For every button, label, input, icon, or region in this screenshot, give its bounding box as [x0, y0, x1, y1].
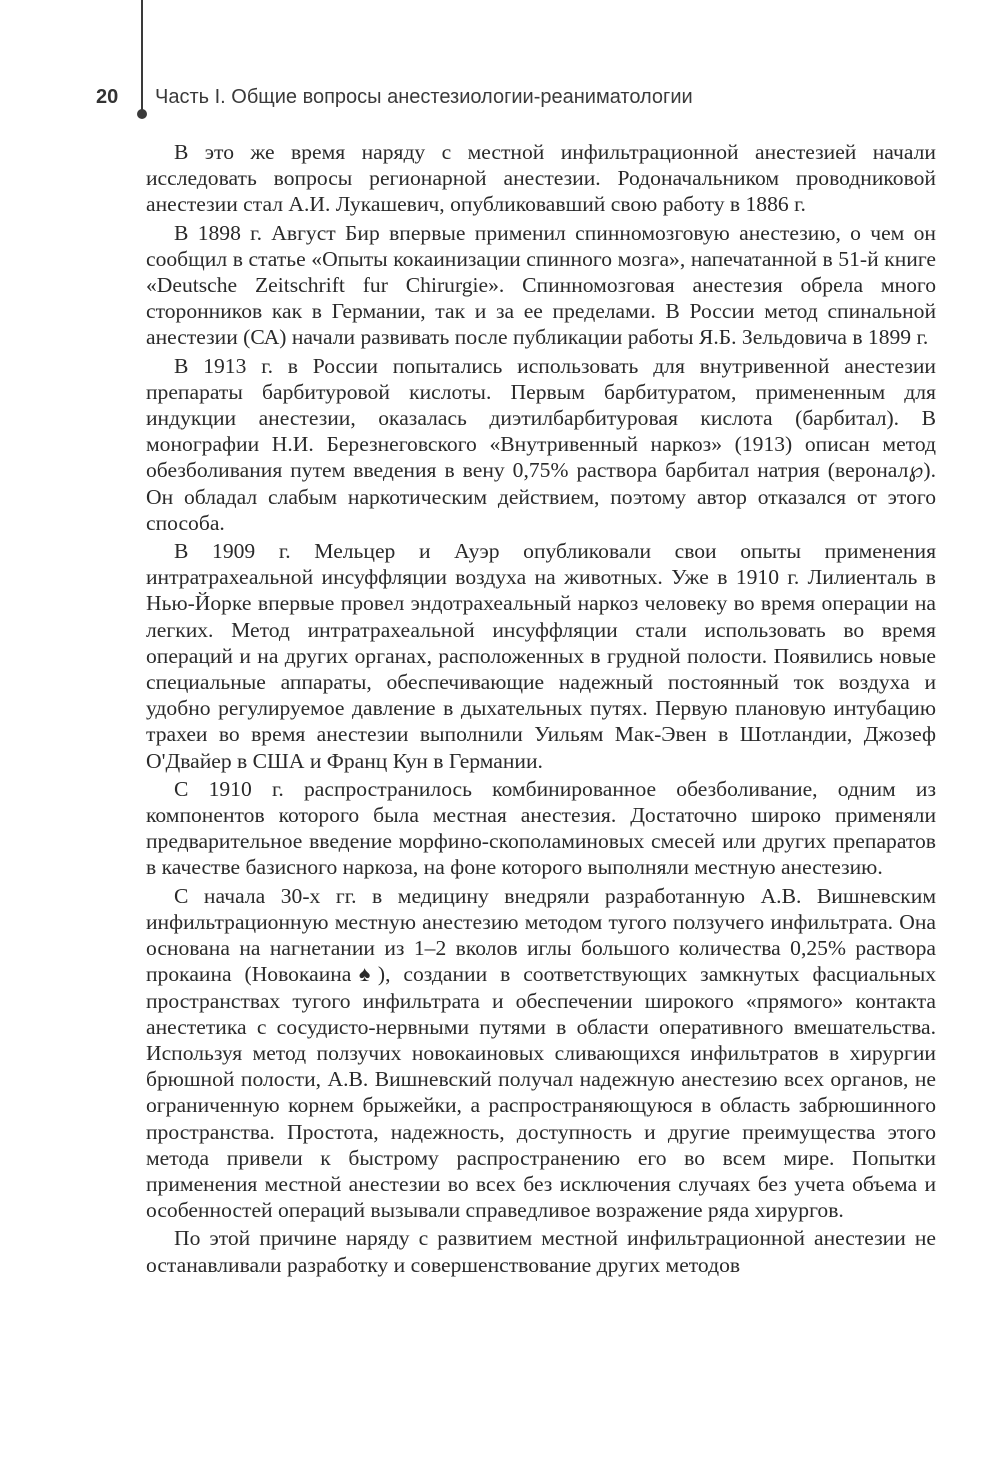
- paragraph: С начала 30-х гг. в медицину внедряли разработанную А.В. Вишневским инфильтрационную местную анестезию методом тугого ползучего инфильтрата. Она основана на нагнетании из 1–2 вколов иглы большого количества 0,25% раствора прокаина (Новокаина♠), создании в соответствующих замкнутых фасциальных пространствах тугого инфильтрата и обеспечении широкого «прямого» контакта анестетика с сосудисто-нервными путями в области оперативного вмешательства. Используя метод ползучих новокаиновых сливающихся инфильтратов в хирургии брюшной полости, А.В. Вишневский получал надежную анестезию всех органов, не ограниченную корнем брыжейки, а распространяющуюся в область забрюшинного пространства. Простота, надежность, доступность и другие преимущества этого метода привели к быстрому распространению его во всем мире. Попытки применения местной анестезии во всех без исключения случаях без учета объема и особенностей операций вызывали справедливое возражение ряда хирургов.: [146, 883, 936, 1223]
- paragraph: В 1913 г. в России попытались использовать для внутривенной анестезии препараты барбитуровой кислоты. Первым барбитуратом, примененным для индукции анестезии, оказалась диэтилбарбитуровая кислота (барбитал). В монографии Н.И. Березнеговского «Внутривенный наркоз» (1913) описан метод обезболивания путем введения в вену 0,75% раствора барбитал натрия (веронал℘). Он обладал слабым наркотическим действием, поэтому автор отказался от этого способа.: [146, 353, 936, 535]
- paragraph: С 1910 г. распространилось комбинированное обезболивание, одним из компонентов которого была местная анестезия. Достаточно широко применяли предварительное введение морфино-скополаминовых смесей или других препаратов в качестве базисного наркоза, на фоне которого выполняли местную анестезию.: [146, 776, 936, 880]
- paragraph: В 1909 г. Мельцер и Ауэр опубликовали свои опыты применения интратрахеальной инсуффляции воздуха на животных. Уже в 1910 г. Лилиенталь в Нью-Йорке впервые провел эндотрахеальный наркоз человеку во время операции на легких. Метод интратрахеальной инсуффляции стали использовать во время операций и на других органах, расположенных в грудной полости. Появились новые специальные аппараты, обеспечивающие надежный постоянный ток воздуха и удобно регулируемое давление в дыхательных путях. Первую плановую интубацию трахеи во время анестезии выполнили Уильям Мак-Эвен в Шотландии, Джозеф О'Двайер в США и Франц Кун в Германии.: [146, 539, 936, 773]
- paragraph: В 1898 г. Август Бир впервые применил спинномозговую анестезию, о чем он сообщил в статье «Опыты кокаинизации спинного мозга», напечатанной в 51-й книге «Deutsche Zeitschrift fur Chirurgie». Спинномозговая анестезия обрела много сторонников как в Германии, так и за ее пределами. В России метод спинальной анестезии (СА) начали развивать после публикации работы Я.Б. Зельдовича в 1899 г.: [146, 220, 936, 350]
- header-rule-dot: [137, 109, 147, 119]
- page-number: 20: [96, 86, 119, 108]
- header-vertical-rule: [141, 0, 143, 112]
- body-text: [146, 139, 936, 1278]
- paragraph: По этой причине наряду с развитием местной инфильтрационной анестезии не останавливали разработку и совершенствование других методов: [146, 1226, 936, 1277]
- paragraph: В это же время наряду с местной инфильтрационной анестезией начали исследовать вопросы регионарной анестезии. Родоначальником проводниковой анестезии стал А.И. Лукашевич, опубликовавший свою работу в 1886 г.: [146, 140, 936, 217]
- running-title: Часть I. Общие вопросы анестезиологии-реаниматологии: [155, 86, 693, 108]
